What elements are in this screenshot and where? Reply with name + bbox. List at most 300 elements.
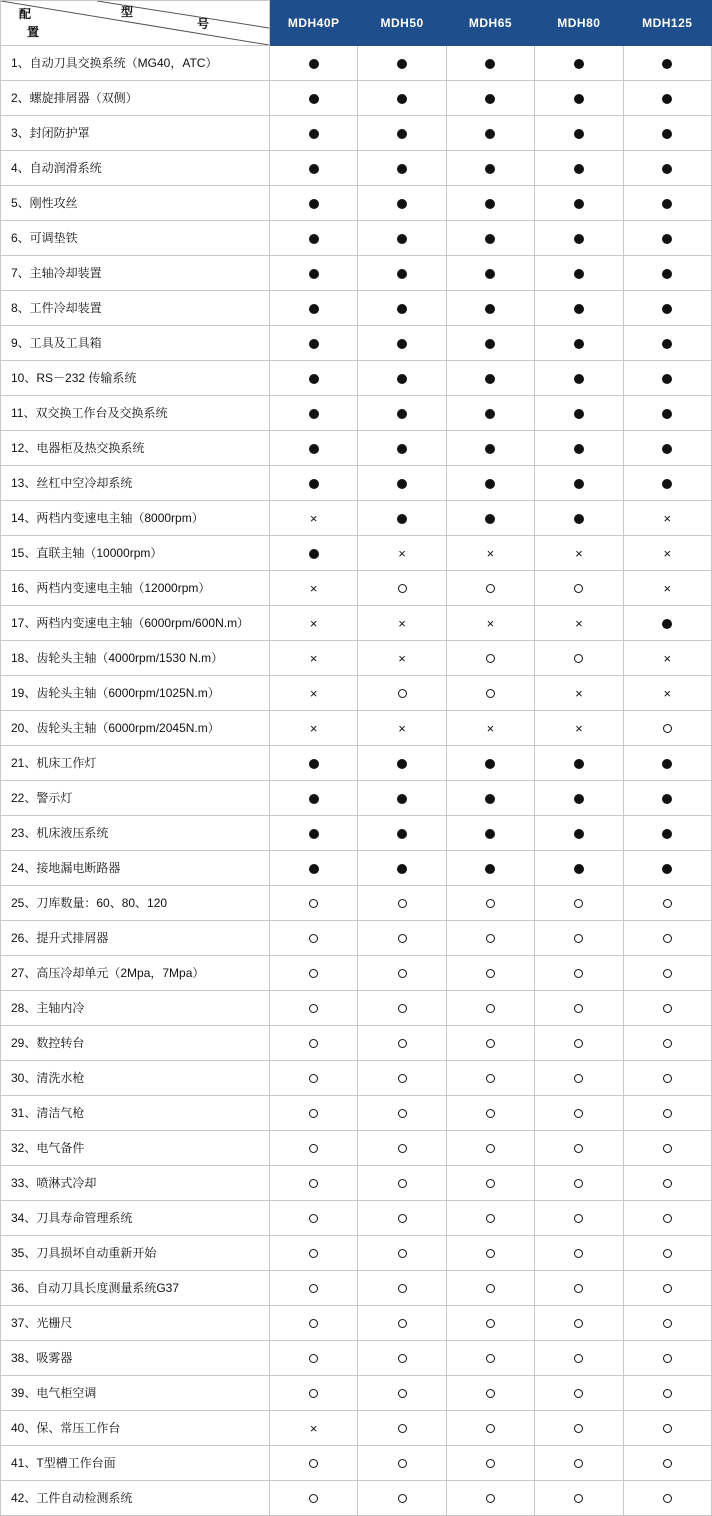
feature-label: 8、工件冷却装置 <box>1 291 270 326</box>
availability-cell <box>623 1131 711 1166</box>
availability-cell <box>270 606 358 641</box>
availability-cell <box>270 1026 358 1061</box>
availability-cell <box>446 186 534 221</box>
feature-label: 28、主轴内冷 <box>1 991 270 1026</box>
standard-filled-circle-icon <box>662 164 672 174</box>
optional-hollow-circle-icon <box>309 1319 318 1328</box>
table-row <box>1 676 712 711</box>
availability-cell <box>623 81 711 116</box>
availability-cell <box>535 991 623 1026</box>
standard-filled-circle-icon <box>485 794 495 804</box>
table-row <box>1 221 712 256</box>
table-row <box>1 116 712 151</box>
availability-cell <box>535 1201 623 1236</box>
standard-filled-circle-icon <box>662 759 672 769</box>
availability-cell <box>623 1306 711 1341</box>
availability-cell <box>623 396 711 431</box>
availability-cell <box>535 116 623 151</box>
optional-hollow-circle-icon <box>486 1144 495 1153</box>
standard-filled-circle-icon <box>397 444 407 454</box>
unavailable-cross-icon: × <box>575 546 583 562</box>
availability-cell <box>358 221 446 256</box>
feature-label: 31、清洁气枪 <box>1 1096 270 1131</box>
standard-filled-circle-icon <box>574 444 584 454</box>
availability-cell <box>446 1411 534 1446</box>
availability-cell <box>270 536 358 571</box>
table-row <box>1 921 712 956</box>
availability-cell <box>358 816 446 851</box>
header-row <box>1 1 712 46</box>
standard-filled-circle-icon <box>309 479 319 489</box>
availability-cell <box>623 956 711 991</box>
availability-cell <box>270 466 358 501</box>
availability-cell <box>358 746 446 781</box>
optional-hollow-circle-icon <box>309 899 318 908</box>
standard-filled-circle-icon <box>309 269 319 279</box>
feature-label: 2、螺旋排屑器（双侧） <box>1 81 270 116</box>
availability-cell <box>446 1061 534 1096</box>
availability-cell <box>446 1271 534 1306</box>
table-row <box>1 1306 712 1341</box>
standard-filled-circle-icon <box>485 129 495 139</box>
standard-filled-circle-icon <box>662 444 672 454</box>
availability-cell <box>358 151 446 186</box>
optional-hollow-circle-icon <box>486 1284 495 1293</box>
feature-label: 19、齿轮头主轴（6000rpm/1025N.m） <box>1 676 270 711</box>
availability-cell <box>358 536 446 571</box>
table-row <box>1 501 712 536</box>
table-row <box>1 151 712 186</box>
feature-label: 17、两档内变速电主轴（6000rpm/600N.m） <box>1 606 270 641</box>
availability-cell <box>535 781 623 816</box>
optional-hollow-circle-icon <box>574 1459 583 1468</box>
feature-label: 9、工具及工具箱 <box>1 326 270 361</box>
standard-filled-circle-icon <box>309 129 319 139</box>
availability-cell <box>623 501 711 536</box>
optional-hollow-circle-icon <box>574 584 583 593</box>
optional-hollow-circle-icon <box>574 899 583 908</box>
optional-hollow-circle-icon <box>398 1179 407 1188</box>
feature-label: 5、刚性攻丝 <box>1 186 270 221</box>
standard-filled-circle-icon <box>485 164 495 174</box>
optional-hollow-circle-icon <box>574 1109 583 1118</box>
unavailable-cross-icon: × <box>575 686 583 702</box>
optional-hollow-circle-icon <box>486 1459 495 1468</box>
availability-cell <box>535 1026 623 1061</box>
unavailable-cross-icon: × <box>663 651 672 667</box>
availability-cell <box>623 1096 711 1131</box>
optional-hollow-circle-icon <box>486 1424 495 1433</box>
availability-cell <box>358 1236 446 1271</box>
optional-hollow-circle-icon <box>663 969 672 978</box>
optional-hollow-circle-icon <box>663 1074 672 1083</box>
availability-cell <box>535 676 623 711</box>
optional-hollow-circle-icon <box>663 724 672 733</box>
availability-cell <box>535 571 623 606</box>
optional-hollow-circle-icon <box>486 1354 495 1363</box>
availability-cell <box>270 571 358 606</box>
standard-filled-circle-icon <box>662 829 672 839</box>
feature-label: 16、两档内变速电主轴（12000rpm） <box>1 571 270 606</box>
availability-cell <box>446 851 534 886</box>
availability-cell <box>270 1166 358 1201</box>
standard-filled-circle-icon <box>662 129 672 139</box>
availability-cell <box>446 1026 534 1061</box>
standard-filled-circle-icon <box>309 864 319 874</box>
standard-filled-circle-icon <box>397 339 407 349</box>
table-row <box>1 1341 712 1376</box>
unavailable-cross-icon: × <box>398 721 406 737</box>
availability-cell <box>270 256 358 291</box>
feature-label: 27、高压冷却单元（2Mpa，7Mpa） <box>1 956 270 991</box>
optional-hollow-circle-icon <box>486 689 495 698</box>
availability-cell <box>358 1446 446 1481</box>
feature-label: 10、RS－232 传输系统 <box>1 361 270 396</box>
column-header-model-2: MDH65 <box>446 1 534 46</box>
availability-cell <box>623 921 711 956</box>
feature-label: 38、吸雾器 <box>1 1341 270 1376</box>
availability-cell <box>270 396 358 431</box>
feature-label: 24、接地漏电断路器 <box>1 851 270 886</box>
corner-label-config-1: 配 <box>19 7 32 21</box>
availability-cell <box>623 571 711 606</box>
availability-cell <box>446 746 534 781</box>
optional-hollow-circle-icon <box>398 1284 407 1293</box>
availability-cell <box>446 1166 534 1201</box>
availability-cell <box>535 431 623 466</box>
optional-hollow-circle-icon <box>574 1284 583 1293</box>
column-header-model-1: MDH50 <box>358 1 446 46</box>
availability-cell <box>270 816 358 851</box>
standard-filled-circle-icon <box>662 234 672 244</box>
optional-hollow-circle-icon <box>663 1459 672 1468</box>
standard-filled-circle-icon <box>662 339 672 349</box>
optional-hollow-circle-icon <box>309 1074 318 1083</box>
availability-cell <box>358 1096 446 1131</box>
unavailable-cross-icon: × <box>486 546 495 562</box>
feature-label: 4、自动润滑系统 <box>1 151 270 186</box>
standard-filled-circle-icon <box>574 829 584 839</box>
standard-filled-circle-icon <box>397 759 407 769</box>
standard-filled-circle-icon <box>397 199 407 209</box>
unavailable-cross-icon: × <box>575 616 583 632</box>
standard-filled-circle-icon <box>574 59 584 69</box>
optional-hollow-circle-icon <box>663 1284 672 1293</box>
availability-cell <box>623 256 711 291</box>
availability-cell <box>358 711 446 746</box>
optional-hollow-circle-icon <box>574 1144 583 1153</box>
availability-cell <box>446 431 534 466</box>
standard-filled-circle-icon <box>309 164 319 174</box>
standard-filled-circle-icon <box>309 759 319 769</box>
availability-cell <box>535 816 623 851</box>
table-row <box>1 1481 712 1516</box>
availability-cell <box>535 1376 623 1411</box>
optional-hollow-circle-icon <box>309 934 318 943</box>
availability-cell <box>623 431 711 466</box>
availability-cell <box>358 921 446 956</box>
availability-cell <box>358 606 446 641</box>
availability-cell <box>446 501 534 536</box>
feature-label: 40、保、常压工作台 <box>1 1411 270 1446</box>
optional-hollow-circle-icon <box>486 654 495 663</box>
optional-hollow-circle-icon <box>486 899 495 908</box>
feature-label: 1、自动刀具交换系统（MG40，ATC） <box>1 46 270 81</box>
unavailable-cross-icon: × <box>486 616 495 632</box>
optional-hollow-circle-icon <box>309 1179 318 1188</box>
optional-hollow-circle-icon <box>309 1214 318 1223</box>
optional-hollow-circle-icon <box>486 1249 495 1258</box>
standard-filled-circle-icon <box>485 199 495 209</box>
availability-cell <box>446 571 534 606</box>
optional-hollow-circle-icon <box>398 969 407 978</box>
availability-cell <box>535 851 623 886</box>
availability-cell <box>446 46 534 81</box>
availability-cell <box>535 1061 623 1096</box>
optional-hollow-circle-icon <box>398 1249 407 1258</box>
availability-cell <box>446 711 534 746</box>
table-row <box>1 1061 712 1096</box>
unavailable-cross-icon: × <box>663 686 672 702</box>
optional-hollow-circle-icon <box>398 1459 407 1468</box>
availability-cell <box>446 886 534 921</box>
feature-label: 13、丝杠中空冷却系统 <box>1 466 270 501</box>
optional-hollow-circle-icon <box>309 1249 318 1258</box>
standard-filled-circle-icon <box>662 59 672 69</box>
standard-filled-circle-icon <box>485 304 495 314</box>
optional-hollow-circle-icon <box>398 1424 407 1433</box>
availability-cell <box>535 746 623 781</box>
feature-label: 25、刀库数量：60、80、120 <box>1 886 270 921</box>
table-row <box>1 606 712 641</box>
table-row <box>1 1271 712 1306</box>
availability-cell <box>623 781 711 816</box>
table-row <box>1 1166 712 1201</box>
availability-cell <box>270 1481 358 1516</box>
column-header-model-4: MDH125 <box>623 1 711 46</box>
standard-filled-circle-icon <box>574 479 584 489</box>
standard-filled-circle-icon <box>574 199 584 209</box>
availability-cell <box>358 1131 446 1166</box>
standard-filled-circle-icon <box>662 374 672 384</box>
availability-cell <box>358 641 446 676</box>
availability-cell <box>270 151 358 186</box>
availability-cell <box>623 361 711 396</box>
availability-cell <box>535 956 623 991</box>
optional-hollow-circle-icon <box>398 934 407 943</box>
availability-cell <box>446 116 534 151</box>
corner-header-cell <box>1 1 270 46</box>
availability-cell <box>623 886 711 921</box>
standard-filled-circle-icon <box>485 479 495 489</box>
optional-hollow-circle-icon <box>398 1074 407 1083</box>
availability-cell <box>270 956 358 991</box>
availability-cell <box>446 921 534 956</box>
availability-cell <box>535 151 623 186</box>
table-row <box>1 886 712 921</box>
table-body <box>1 46 712 1516</box>
feature-label: 26、提升式排屑器 <box>1 921 270 956</box>
optional-hollow-circle-icon <box>486 1389 495 1398</box>
standard-filled-circle-icon <box>662 794 672 804</box>
availability-cell <box>446 1306 534 1341</box>
table-row <box>1 781 712 816</box>
availability-cell <box>446 816 534 851</box>
availability-cell <box>446 1376 534 1411</box>
optional-hollow-circle-icon <box>309 1284 318 1293</box>
table-row <box>1 571 712 606</box>
standard-filled-circle-icon <box>485 269 495 279</box>
standard-filled-circle-icon <box>309 234 319 244</box>
availability-cell <box>358 851 446 886</box>
availability-cell <box>623 991 711 1026</box>
table-row <box>1 1131 712 1166</box>
standard-filled-circle-icon <box>309 339 319 349</box>
availability-cell <box>446 221 534 256</box>
table-row <box>1 326 712 361</box>
optional-hollow-circle-icon <box>486 1039 495 1048</box>
table-row <box>1 431 712 466</box>
availability-cell <box>358 571 446 606</box>
availability-cell <box>358 1341 446 1376</box>
availability-cell <box>446 956 534 991</box>
standard-filled-circle-icon <box>485 864 495 874</box>
availability-cell <box>358 1166 446 1201</box>
availability-cell <box>358 431 446 466</box>
optional-hollow-circle-icon <box>574 1039 583 1048</box>
availability-cell <box>270 746 358 781</box>
standard-filled-circle-icon <box>397 479 407 489</box>
availability-cell <box>446 606 534 641</box>
column-header-model-3: MDH80 <box>535 1 623 46</box>
optional-hollow-circle-icon <box>398 1214 407 1223</box>
availability-cell <box>623 1201 711 1236</box>
availability-cell <box>270 1096 358 1131</box>
availability-cell <box>535 81 623 116</box>
standard-filled-circle-icon <box>574 304 584 314</box>
availability-cell <box>446 1236 534 1271</box>
availability-cell <box>446 991 534 1026</box>
unavailable-cross-icon: × <box>663 511 672 527</box>
availability-cell <box>270 1376 358 1411</box>
optional-hollow-circle-icon <box>309 1144 318 1153</box>
table-row <box>1 46 712 81</box>
availability-cell <box>270 81 358 116</box>
standard-filled-circle-icon <box>574 269 584 279</box>
feature-label: 11、双交换工作台及交换系统 <box>1 396 270 431</box>
feature-label: 12、电器柜及热交换系统 <box>1 431 270 466</box>
standard-filled-circle-icon <box>662 409 672 419</box>
unavailable-cross-icon: × <box>309 1421 318 1437</box>
availability-cell <box>623 1411 711 1446</box>
availability-cell <box>623 711 711 746</box>
feature-label: 42、工件自动检测系统 <box>1 1481 270 1516</box>
availability-cell <box>535 1411 623 1446</box>
optional-hollow-circle-icon <box>309 1039 318 1048</box>
availability-cell <box>535 1236 623 1271</box>
availability-cell <box>270 676 358 711</box>
availability-cell <box>270 921 358 956</box>
availability-cell <box>358 46 446 81</box>
availability-cell <box>623 1166 711 1201</box>
availability-cell <box>446 781 534 816</box>
availability-cell <box>623 1341 711 1376</box>
table-row <box>1 851 712 886</box>
standard-filled-circle-icon <box>485 829 495 839</box>
availability-cell <box>623 641 711 676</box>
corner-label-model: 型 <box>121 5 135 19</box>
optional-hollow-circle-icon <box>398 1144 407 1153</box>
standard-filled-circle-icon <box>485 759 495 769</box>
availability-cell <box>535 466 623 501</box>
availability-cell <box>358 81 446 116</box>
optional-hollow-circle-icon <box>398 1319 407 1328</box>
availability-cell <box>446 1201 534 1236</box>
table-row <box>1 1236 712 1271</box>
optional-hollow-circle-icon <box>486 1004 495 1013</box>
feature-label: 18、齿轮头主轴（4000rpm/1530 N.m） <box>1 641 270 676</box>
availability-cell <box>358 1306 446 1341</box>
standard-filled-circle-icon <box>309 829 319 839</box>
standard-filled-circle-icon <box>309 374 319 384</box>
availability-cell <box>623 536 711 571</box>
availability-cell <box>535 256 623 291</box>
standard-filled-circle-icon <box>485 234 495 244</box>
availability-cell <box>270 711 358 746</box>
availability-cell <box>446 151 534 186</box>
feature-label: 33、喷淋式冷却 <box>1 1166 270 1201</box>
feature-label: 30、清洗水枪 <box>1 1061 270 1096</box>
standard-filled-circle-icon <box>309 94 319 104</box>
unavailable-cross-icon: × <box>398 651 406 667</box>
table-row <box>1 1446 712 1481</box>
standard-filled-circle-icon <box>662 269 672 279</box>
standard-filled-circle-icon <box>485 409 495 419</box>
feature-label: 36、自动刀具长度测量系统G37 <box>1 1271 270 1306</box>
availability-cell <box>623 1376 711 1411</box>
availability-cell <box>358 1376 446 1411</box>
optional-hollow-circle-icon <box>574 1249 583 1258</box>
unavailable-cross-icon: × <box>486 721 495 737</box>
optional-hollow-circle-icon <box>574 1389 583 1398</box>
availability-cell <box>623 326 711 361</box>
table-row <box>1 1096 712 1131</box>
availability-cell <box>623 851 711 886</box>
standard-filled-circle-icon <box>574 129 584 139</box>
optional-hollow-circle-icon <box>663 1424 672 1433</box>
availability-cell <box>623 116 711 151</box>
optional-hollow-circle-icon <box>574 1004 583 1013</box>
availability-cell <box>446 396 534 431</box>
standard-filled-circle-icon <box>397 409 407 419</box>
availability-cell <box>358 1271 446 1306</box>
optional-hollow-circle-icon <box>486 934 495 943</box>
feature-label: 23、机床液压系统 <box>1 816 270 851</box>
table-row <box>1 466 712 501</box>
availability-cell <box>535 326 623 361</box>
optional-hollow-circle-icon <box>574 1074 583 1083</box>
feature-label: 41、T型槽工作台面 <box>1 1446 270 1481</box>
optional-hollow-circle-icon <box>309 969 318 978</box>
availability-cell <box>270 116 358 151</box>
unavailable-cross-icon: × <box>398 546 406 562</box>
standard-filled-circle-icon <box>309 409 319 419</box>
feature-label: 29、数控转台 <box>1 1026 270 1061</box>
availability-cell <box>358 991 446 1026</box>
table-row <box>1 746 712 781</box>
standard-filled-circle-icon <box>485 94 495 104</box>
availability-cell <box>446 256 534 291</box>
